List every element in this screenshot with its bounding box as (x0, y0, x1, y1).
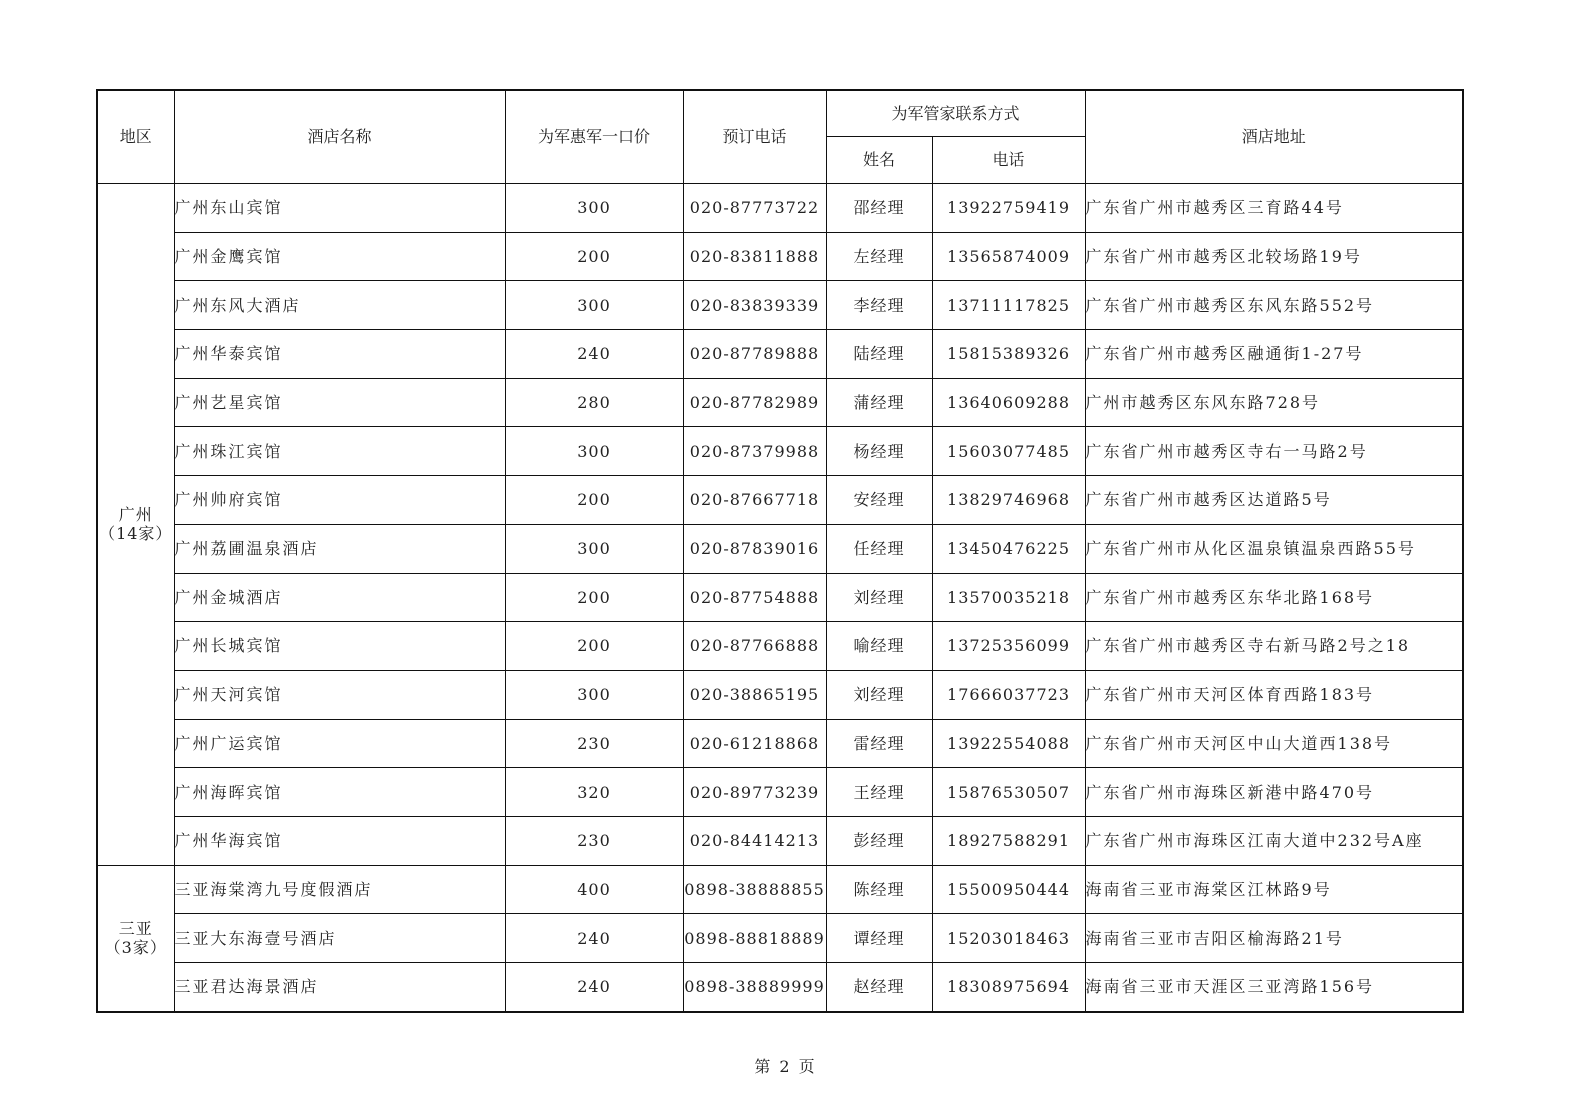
table-row (97, 670, 1463, 719)
price-cell: 300 (505, 281, 683, 330)
hotel-name-cell: 广州华泰宾馆 (174, 330, 505, 379)
header-price: 为军惠军一口价 (505, 90, 683, 184)
manager-name-cell: 李经理 (826, 281, 932, 330)
hotel-name-cell: 广州长城宾馆 (174, 622, 505, 671)
table-row (97, 378, 1463, 427)
header-contact-name: 姓名 (826, 137, 932, 184)
manager-phone-cell: 13450476225 (932, 524, 1085, 573)
address-cell: 海南省三亚市天涯区三亚湾路156号 (1085, 963, 1463, 1012)
manager-name-cell: 喻经理 (826, 622, 932, 671)
booking-phone-cell: 020-87379988 (683, 427, 826, 476)
hotel-name-cell: 广州帅府宾馆 (174, 476, 505, 525)
header-hotel-name: 酒店名称 (174, 90, 505, 184)
manager-name-cell: 王经理 (826, 768, 932, 817)
hotel-name-cell: 广州珠江宾馆 (174, 427, 505, 476)
price-cell: 240 (505, 914, 683, 963)
hotel-name-cell: 三亚大东海壹号酒店 (174, 914, 505, 963)
price-cell: 300 (505, 670, 683, 719)
table-row (97, 865, 1463, 914)
header-contact-group: 为军管家联系方式 (826, 90, 1085, 137)
table-row (97, 184, 1463, 233)
manager-name-cell: 陆经理 (826, 330, 932, 379)
manager-name-cell: 陈经理 (826, 865, 932, 914)
manager-phone-cell: 13829746968 (932, 476, 1085, 525)
booking-phone-cell: 020-87667718 (683, 476, 826, 525)
price-cell: 300 (505, 427, 683, 476)
manager-name-cell: 彭经理 (826, 816, 932, 865)
manager-phone-cell: 13565874009 (932, 232, 1085, 281)
hotel-name-cell: 广州荔圃温泉酒店 (174, 524, 505, 573)
address-cell: 广东省广州市从化区温泉镇温泉西路55号 (1085, 524, 1463, 573)
price-cell: 320 (505, 768, 683, 817)
booking-phone-cell: 020-61218868 (683, 719, 826, 768)
hotel-name-cell: 广州金鹰宾馆 (174, 232, 505, 281)
manager-name-cell: 刘经理 (826, 670, 932, 719)
price-cell: 300 (505, 184, 683, 233)
manager-name-cell: 杨经理 (826, 427, 932, 476)
manager-name-cell: 刘经理 (826, 573, 932, 622)
header-address: 酒店地址 (1085, 90, 1463, 184)
table-row (97, 573, 1463, 622)
table-header-row (97, 90, 1463, 137)
hotel-name-cell: 三亚君达海景酒店 (174, 963, 505, 1012)
price-cell: 230 (505, 816, 683, 865)
table-row (97, 719, 1463, 768)
manager-name-cell: 任经理 (826, 524, 932, 573)
table-row (97, 232, 1463, 281)
region-name: 三亚 (118, 918, 153, 938)
page-number: 第 2 页 (754, 1057, 817, 1076)
manager-phone-cell: 15603077485 (932, 427, 1085, 476)
manager-phone-cell: 13922759419 (932, 184, 1085, 233)
manager-phone-cell: 15203018463 (932, 914, 1085, 963)
booking-phone-cell: 020-87766888 (683, 622, 826, 671)
table-row (97, 963, 1463, 1012)
manager-phone-cell: 18308975694 (932, 963, 1085, 1012)
manager-name-cell: 谭经理 (826, 914, 932, 963)
booking-phone-cell: 020-83811888 (683, 232, 826, 281)
address-cell: 广东省广州市越秀区东风东路552号 (1085, 281, 1463, 330)
manager-name-cell: 蒲经理 (826, 378, 932, 427)
region-count: （14家） (99, 524, 173, 544)
address-cell: 广东省广州市越秀区三育路44号 (1085, 184, 1463, 233)
address-cell: 海南省三亚市海棠区江林路9号 (1085, 865, 1463, 914)
manager-phone-cell: 13640609288 (932, 378, 1085, 427)
booking-phone-cell: 0898-38889999 (683, 963, 826, 1012)
booking-phone-cell: 0898-88818889 (683, 914, 826, 963)
address-cell: 广东省广州市天河区中山大道西138号 (1085, 719, 1463, 768)
booking-phone-cell: 020-38865195 (683, 670, 826, 719)
manager-phone-cell: 13725356099 (932, 622, 1085, 671)
address-cell: 广东省广州市越秀区寺右新马路2号之18 (1085, 622, 1463, 671)
manager-phone-cell: 15876530507 (932, 768, 1085, 817)
table-row (97, 281, 1463, 330)
hotel-name-cell: 广州艺星宾馆 (174, 378, 505, 427)
manager-name-cell: 左经理 (826, 232, 932, 281)
table-row (97, 768, 1463, 817)
booking-phone-cell: 020-84414213 (683, 816, 826, 865)
booking-phone-cell: 020-87789888 (683, 330, 826, 379)
address-cell: 广州市越秀区东风东路728号 (1085, 378, 1463, 427)
price-cell: 200 (505, 622, 683, 671)
manager-phone-cell: 18927588291 (932, 816, 1085, 865)
price-cell: 400 (505, 865, 683, 914)
price-cell: 280 (505, 378, 683, 427)
hotel-name-cell: 广州东风大酒店 (174, 281, 505, 330)
booking-phone-cell: 020-83839339 (683, 281, 826, 330)
hotel-name-cell: 广州华海宾馆 (174, 816, 505, 865)
address-cell: 广东省广州市越秀区融通街1-27号 (1085, 330, 1463, 379)
price-cell: 240 (505, 963, 683, 1012)
booking-phone-cell: 020-89773239 (683, 768, 826, 817)
address-cell: 广东省广州市海珠区新港中路470号 (1085, 768, 1463, 817)
hotel-name-cell: 广州天河宾馆 (174, 670, 505, 719)
manager-phone-cell: 13922554088 (932, 719, 1085, 768)
hotel-name-cell: 广州广运宾馆 (174, 719, 505, 768)
region-count: （3家） (104, 938, 167, 958)
table-row (97, 427, 1463, 476)
address-cell: 海南省三亚市吉阳区榆海路21号 (1085, 914, 1463, 963)
address-cell: 广东省广州市越秀区寺右一马路2号 (1085, 427, 1463, 476)
price-cell: 200 (505, 232, 683, 281)
hotel-name-cell: 三亚海棠湾九号度假酒店 (174, 865, 505, 914)
header-region: 地区 (97, 90, 174, 184)
hotel-name-cell: 广州海晖宾馆 (174, 768, 505, 817)
booking-phone-cell: 020-87754888 (683, 573, 826, 622)
address-cell: 广东省广州市越秀区北较场路19号 (1085, 232, 1463, 281)
manager-phone-cell: 15815389326 (932, 330, 1085, 379)
header-contact-phone: 电话 (932, 137, 1085, 184)
hotel-name-cell: 广州东山宾馆 (174, 184, 505, 233)
region-cell (97, 184, 174, 866)
manager-name-cell: 赵经理 (826, 963, 932, 1012)
table-row (97, 476, 1463, 525)
region-cell (97, 865, 174, 1012)
table-row (97, 622, 1463, 671)
table-row (97, 330, 1463, 379)
header-booking-phone: 预订电话 (683, 90, 826, 184)
table-body (97, 184, 1463, 1012)
table-row (97, 524, 1463, 573)
manager-phone-cell: 17666037723 (932, 670, 1085, 719)
region-name: 广州 (118, 505, 153, 525)
hotel-table (96, 89, 1464, 1013)
address-cell: 广东省广州市越秀区达道路5号 (1085, 476, 1463, 525)
booking-phone-cell: 020-87782989 (683, 378, 826, 427)
address-cell: 广东省广州市海珠区江南大道中232号A座 (1085, 816, 1463, 865)
table-row (97, 914, 1463, 963)
price-cell: 200 (505, 573, 683, 622)
manager-name-cell: 安经理 (826, 476, 932, 525)
booking-phone-cell: 0898-38888855 (683, 865, 826, 914)
address-cell: 广东省广州市越秀区东华北路168号 (1085, 573, 1463, 622)
booking-phone-cell: 020-87839016 (683, 524, 826, 573)
price-cell: 240 (505, 330, 683, 379)
price-cell: 230 (505, 719, 683, 768)
manager-phone-cell: 13570035218 (932, 573, 1085, 622)
table-row (97, 816, 1463, 865)
manager-phone-cell: 13711117825 (932, 281, 1085, 330)
manager-name-cell: 邵经理 (826, 184, 932, 233)
address-cell: 广东省广州市天河区体育西路183号 (1085, 670, 1463, 719)
manager-phone-cell: 15500950444 (932, 865, 1085, 914)
booking-phone-cell: 020-87773722 (683, 184, 826, 233)
hotel-name-cell: 广州金城酒店 (174, 573, 505, 622)
price-cell: 300 (505, 524, 683, 573)
price-cell: 200 (505, 476, 683, 525)
manager-name-cell: 雷经理 (826, 719, 932, 768)
